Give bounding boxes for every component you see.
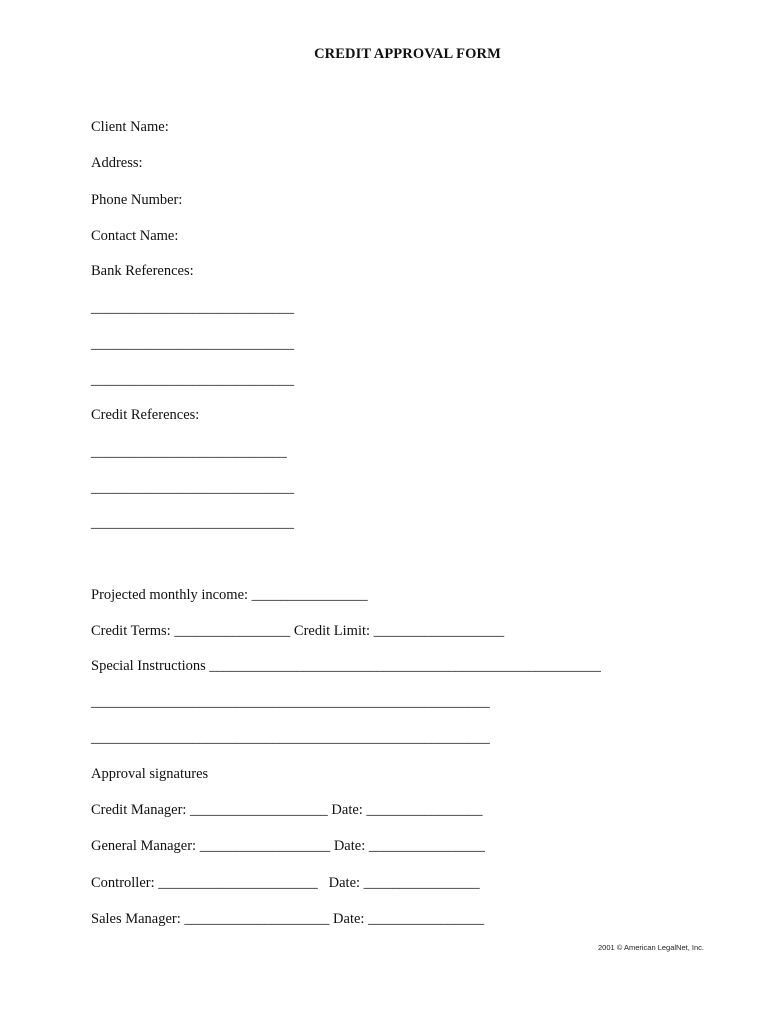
credit-reference-blank-2[interactable]: ____________________________ <box>91 480 294 496</box>
bank-reference-blank-2[interactable]: ____________________________ <box>91 336 294 352</box>
special-instructions-blank-1[interactable]: _______________________________________________________ <box>91 694 490 710</box>
copyright-footer: 2001 © American LegalNet, Inc. <box>597 943 704 952</box>
projected-monthly-income-field[interactable]: Projected monthly income: ________________ <box>91 587 368 603</box>
credit-manager-signature-field[interactable]: Credit Manager: ___________________ Date: ________________ <box>91 802 483 818</box>
special-instructions-blank-2[interactable]: _______________________________________________________ <box>91 730 490 746</box>
bank-references-label: Bank References: <box>91 263 194 279</box>
credit-references-label: Credit References: <box>91 407 200 423</box>
bank-reference-blank-3[interactable]: ____________________________ <box>91 372 294 388</box>
sales-manager-signature-field[interactable]: Sales Manager: ____________________ Date: ________________ <box>91 911 485 927</box>
address-label: Address: <box>91 155 143 171</box>
bank-reference-blank-1[interactable]: ____________________________ <box>91 300 294 316</box>
client-name-label: Client Name: <box>91 119 169 135</box>
credit-terms-limit-fields[interactable]: Credit Terms: ________________ Credit Limit: __________________ <box>91 623 505 639</box>
credit-reference-blank-1[interactable]: ___________________________ <box>91 444 287 460</box>
page-title: CREDIT APPROVAL FORM <box>314 46 501 62</box>
controller-signature-field[interactable]: Controller: ______________________ Date: ________________ <box>91 875 480 891</box>
special-instructions-field[interactable]: Special Instructions ______________________________________________________ <box>91 658 601 674</box>
approval-signatures-label: Approval signatures <box>91 766 209 782</box>
contact-name-label: Contact Name: <box>91 228 179 244</box>
phone-number-label: Phone Number: <box>91 192 183 208</box>
credit-reference-blank-3[interactable]: ____________________________ <box>91 515 294 531</box>
general-manager-signature-field[interactable]: General Manager: __________________ Date: ________________ <box>91 838 485 854</box>
